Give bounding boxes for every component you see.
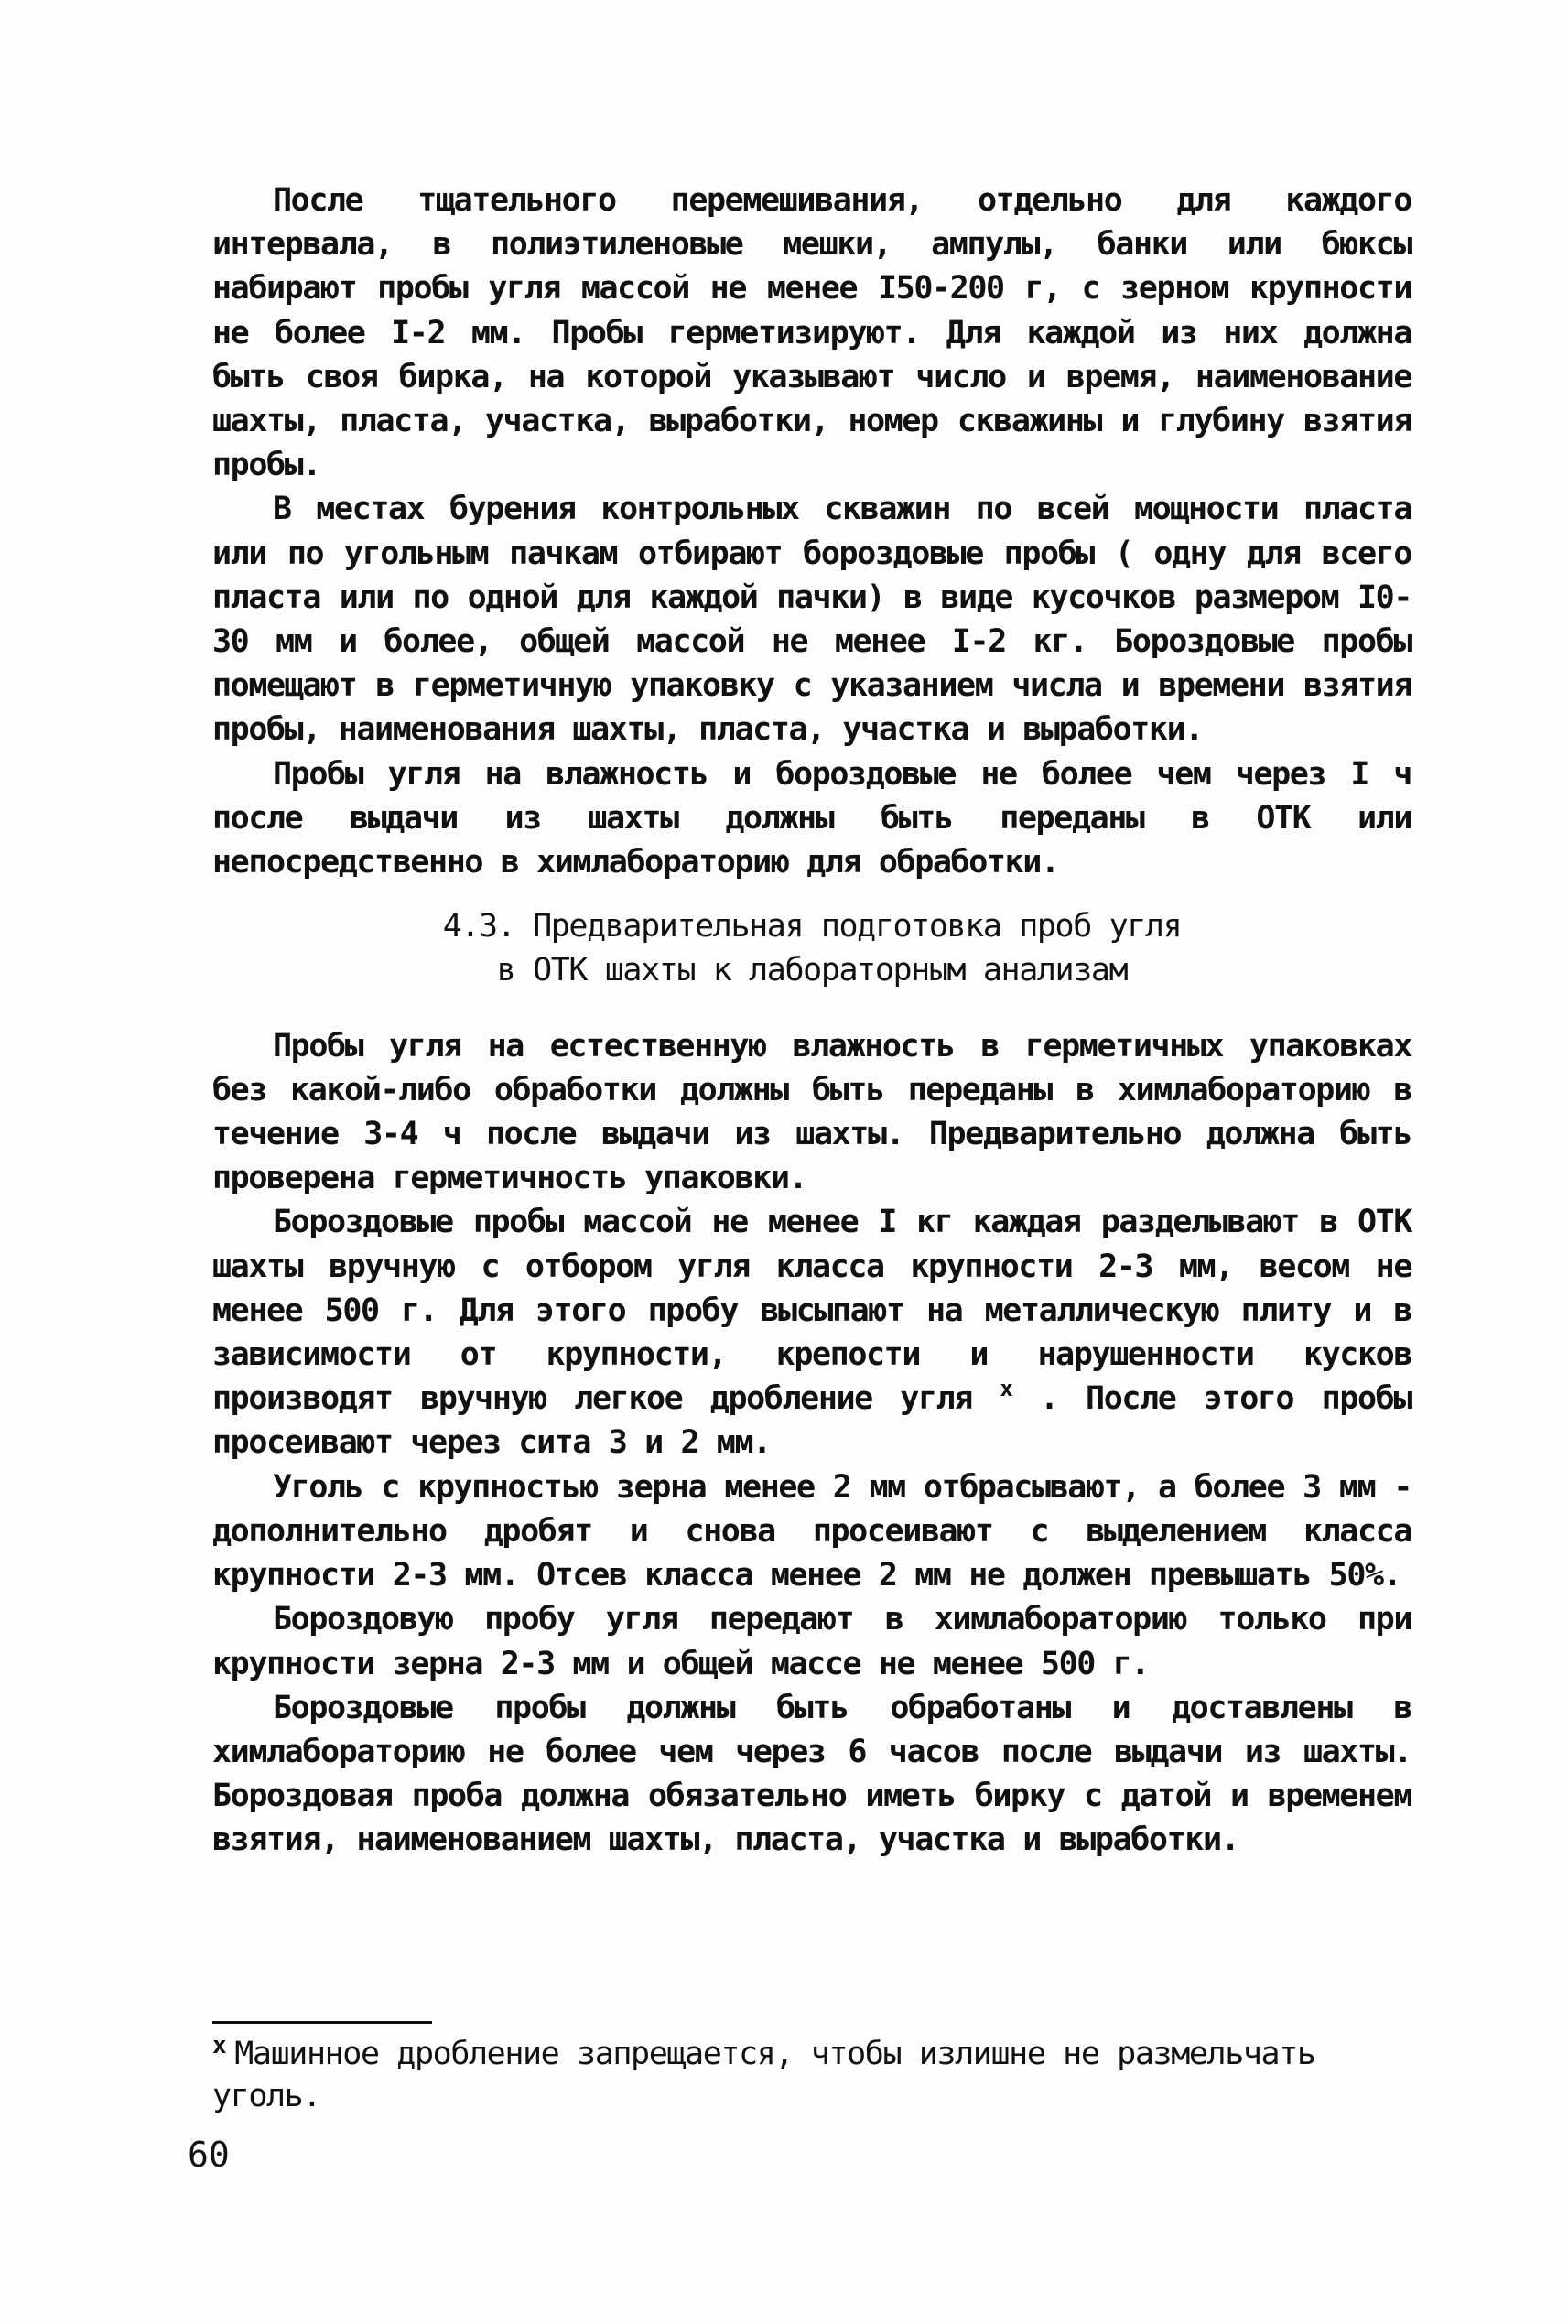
footnote-mark: x — [212, 2032, 226, 2059]
paragraph: После тщательного перемешивания, отдельно для каждого интервала, в полиэтиленовые мешки, ампулы, банки или бюксы набирают пробы угля массой не менее I50-200 г, с зерном крупности не более I-2 мм. Пробы герметизируют. Для каждой из них должна быть своя бирка, на которой указывают число и время, наименование шахты, пласта, участка, выработки, номер скважины и глубину взятия пробы. — [212, 182, 1411, 484]
paragraph: Пробы угля на влажность и бороздовые не более чем через I ч после выдачи из шахты должны быть переданы в ОТК или непосредственно в химлабораторию для обработки. — [212, 755, 1411, 881]
footnote-divider — [212, 2021, 432, 2024]
section-heading — [212, 904, 1411, 992]
footnote — [212, 2025, 1411, 2117]
paragraph: В местах бурения контрольных скважин по всей мощности пласта или по угольным пачкам отбирают бороздовые пробы ( одну для всего пласта или по одной для каждой пачки) в виде кусочков размером I0-30 мм и более, общей массой не менее I-2 кг. Бороздовые пробы помещают в герметичную упаковку с указанием числа и времени взятия пробы, наименования шахты, пласта, участка и выработки. — [212, 491, 1411, 749]
footnote-text: Машинное дробление запрещается, чтобы излишне не размельчать уголь. — [212, 2036, 1315, 2114]
paragraph: Пробы угля на естественную влажность в герметичных упаковках без какой-либо обработки должны быть переданы в химлабораторию в течение 3-4 ч после выдачи из шахты. Предварительно должна быть проверена герметичность упаковки. — [212, 1027, 1411, 1197]
paragraph-with-footnote — [212, 1200, 1411, 1465]
paragraph: Бороздовые пробы должны быть обработаны и доставлены в химлабораторию не более чем через 6 часов после выдачи из шахты. Бороздовая проба должна обязательно иметь бирку с датой и временем взятия, наименованием шахты, пласта, участка и выработки. — [212, 1689, 1411, 1859]
section-heading-line-2: в ОТК шахты к лабораторным анализам — [496, 952, 1128, 989]
footnote-reference-mark: x — [1000, 1376, 1012, 1402]
paragraph-text-part-2: . После этого пробы просеивают через сита 3 и 2 мм. — [212, 1380, 1412, 1462]
page-number: 60 — [188, 2135, 230, 2175]
section-heading-line-1: 4.3. Предварительная подготовка проб угля — [442, 908, 1182, 946]
paragraph-text-part-1: Бороздовые пробы массой не менее I кг каждая разделывают в ОТК шахты вручную с отбором угля класса крупности 2-3 мм, весом не менее 500 г. Для этого пробу высыпают на металлическую плиту и в зависимости от крупности, крепости и нарушенности кусков производят вручную легкое дробление угля — [212, 1204, 1411, 1418]
paragraph: Уголь с крупностью зерна менее 2 мм отбрасывают, а более 3 мм - дополнительно дробят и снова просеивают с выделением класса крупности 2-3 мм. Отсев класса менее 2 мм не должен превышать 50%. — [212, 1468, 1411, 1594]
paragraph: Бороздовую пробу угля передают в химлабораторию только при крупности зерна 2-3 мм и общей массе не менее 500 г. — [212, 1601, 1411, 1682]
body-text — [212, 178, 1411, 1863]
